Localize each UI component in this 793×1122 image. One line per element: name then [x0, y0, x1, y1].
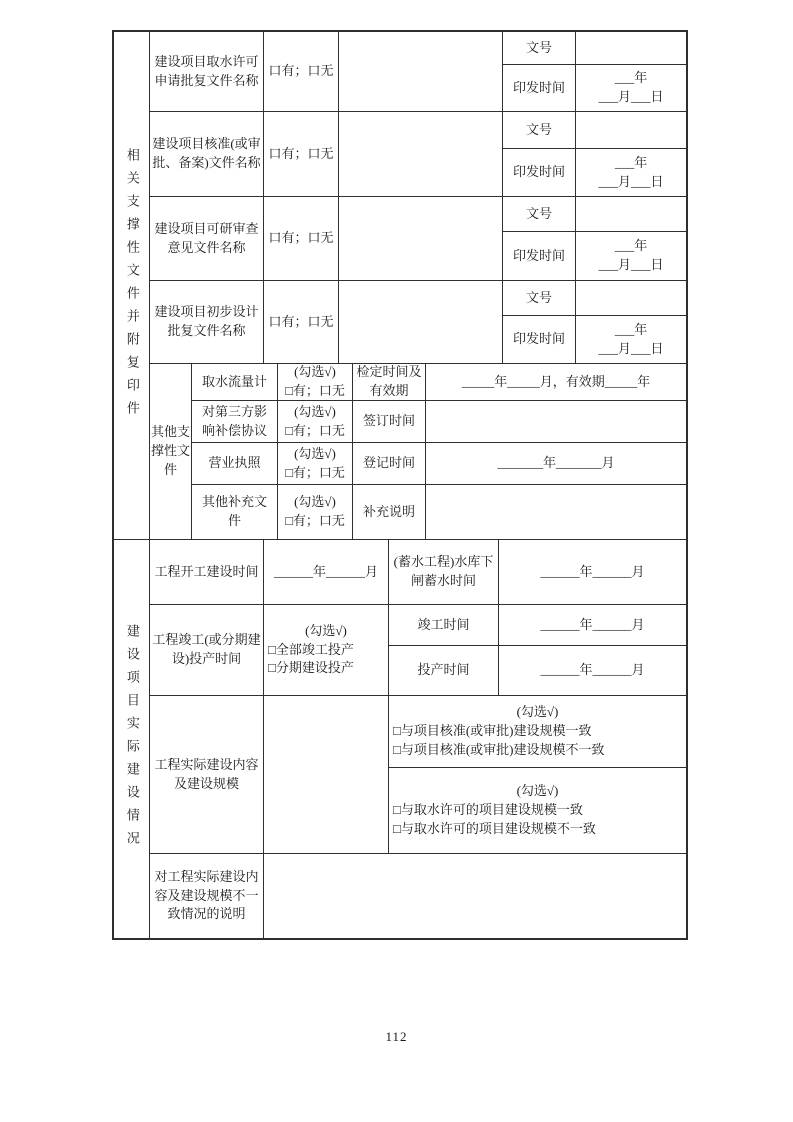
issue-month-day-blank: ___月___日 — [598, 89, 664, 104]
completion-time-label: 竣工时间 — [389, 605, 499, 645]
time-label: 补充说明 — [353, 485, 426, 539]
issue-year-blank: ___年 — [614, 154, 648, 170]
issue-time-value — [576, 316, 686, 363]
issue-year-blank: ___年 — [614, 321, 648, 337]
table-row-other-supplementary — [192, 485, 686, 539]
supporting-documents-section — [114, 32, 686, 540]
option-permit-scale-consistent: □与取水许可的项目建设规模一致 — [393, 802, 583, 818]
has-none-checkbox-text: □有；口无 — [285, 422, 345, 438]
fill-in-value: _______年_______月 — [497, 455, 615, 471]
item-name: 对第三方影响补偿协议 — [192, 401, 278, 442]
document-name-blank-cell — [339, 112, 503, 196]
issue-time-value — [576, 232, 686, 280]
other-files-group-label: 其他支撑性文件 — [150, 364, 192, 539]
tick-hint: (勾选√) — [294, 403, 336, 419]
doc-number-issue-group — [503, 281, 686, 363]
note-value-blank — [264, 854, 686, 938]
doc-number-issue-group — [503, 32, 686, 111]
tick-hint: (勾选√) — [516, 704, 559, 720]
table-row-third-party-agreement — [192, 401, 686, 443]
item-name: 营业执照 — [192, 443, 278, 484]
fill-in-value: ______年______月 — [540, 662, 645, 678]
doc-number-value-blank — [576, 32, 686, 64]
tick-checkbox-cell — [278, 364, 353, 400]
option-approval-scale-inconsistent: □与项目核准(或审批)建设规模不一致 — [393, 741, 605, 757]
reservoir-gate-label: (蓄水工程)水库下闸蓄水时间 — [389, 540, 499, 604]
approval-scale-consistency-group — [389, 696, 686, 768]
other-supporting-files-group — [150, 364, 686, 539]
fill-in-value-blank — [426, 401, 686, 442]
fill-in-value: _____年_____月，有效期_____年 — [461, 373, 651, 389]
table-row-project-approval — [150, 112, 686, 197]
issue-month-day-blank: ___月___日 — [598, 173, 664, 189]
table-row-water-permit-approval — [150, 32, 686, 112]
scale-consistency-groups — [389, 696, 686, 853]
table-row-flow-meter — [192, 364, 686, 401]
field-name: 建设项目初步设计批复文件名称 — [150, 281, 264, 363]
doc-number-value-blank — [576, 281, 686, 315]
doc-number-label: 文号 — [503, 112, 576, 148]
document-name-blank-cell — [339, 32, 503, 111]
issue-time-label: 印发时间 — [503, 316, 576, 363]
issue-month-day-blank: ___月___日 — [598, 340, 664, 356]
permit-scale-consistency-group — [389, 768, 686, 853]
document-name-blank-cell — [339, 197, 503, 280]
tick-hint: (勾选√) — [294, 445, 336, 461]
fill-in-value: ______年______月 — [264, 540, 389, 604]
issue-time-label: 印发时间 — [503, 232, 576, 280]
doc-number-value-blank — [576, 112, 686, 148]
tick-hint: (勾选√) — [305, 622, 347, 638]
issue-month-day-blank: ___月___日 — [598, 257, 664, 272]
doc-number-value-blank — [576, 197, 686, 231]
time-label: 登记时间 — [353, 443, 426, 484]
actual-construction-rows — [150, 540, 686, 938]
has-none-checkbox-text: 口有；口无 — [264, 112, 339, 196]
option-permit-scale-inconsistent: □与取水许可的项目建设规模不一致 — [393, 820, 596, 836]
field-name: 建设项目可研审查意见文件名称 — [150, 197, 264, 280]
document-name-blank-cell — [339, 281, 503, 363]
tick-hint: (勾选√) — [294, 494, 336, 510]
tick-checkbox-cell — [278, 443, 353, 484]
tick-hint: (勾选√) — [294, 364, 336, 380]
doc-number-label: 文号 — [503, 32, 576, 64]
has-none-checkbox-text: 口有；口无 — [264, 281, 339, 363]
fill-in-value: ______年______月 — [540, 563, 645, 579]
has-none-checkbox-text: 口有；口无 — [264, 32, 339, 111]
table-row-inconsistency-note — [150, 854, 686, 938]
completion-options-cell — [264, 605, 389, 695]
issue-year-blank: ___年 — [614, 238, 648, 254]
field-name: 建设项目核准(或审批、备案)文件名称 — [150, 112, 264, 196]
doc-number-issue-group — [503, 112, 686, 196]
time-label: 检定时间及有效期 — [353, 364, 426, 400]
has-none-checkbox-text: □有；口无 — [285, 513, 345, 528]
field-name: 工程开工建设时间 — [150, 540, 264, 604]
other-files-rows — [192, 364, 686, 539]
doc-number-label: 文号 — [503, 197, 576, 231]
tick-checkbox-cell — [278, 401, 353, 442]
has-none-checkbox-text: □有；口无 — [285, 464, 345, 480]
doc-number-issue-group — [503, 197, 686, 280]
issue-year-blank: ___年 — [614, 70, 648, 86]
issue-time-value — [576, 65, 686, 111]
option-full-completion: □全部竣工投产 — [268, 641, 354, 657]
table-row-preliminary-design — [150, 281, 686, 364]
doc-number-label: 文号 — [503, 281, 576, 315]
blank-cell — [264, 696, 389, 853]
field-name: 工程实际建设内容及建设规模 — [150, 696, 264, 853]
completion-times-group — [389, 605, 686, 695]
item-name: 其他补充文件 — [192, 485, 278, 539]
table-row-actual-content-scale — [150, 696, 686, 854]
field-name: 工程竣工(或分期建设)投产时间 — [150, 605, 264, 695]
supporting-documents-rows — [150, 32, 686, 539]
fill-in-value-blank — [426, 485, 686, 539]
field-name: 建设项目取水许可申请批复文件名称 — [150, 32, 264, 111]
option-phased-construction: □分期建设投产 — [268, 660, 354, 676]
option-approval-scale-consistent: □与项目核准(或审批)建设规模一致 — [393, 723, 592, 739]
issue-time-label: 印发时间 — [503, 65, 576, 111]
production-time-label: 投产时间 — [389, 646, 499, 695]
table-row-completion — [150, 605, 686, 696]
time-label: 签订时间 — [353, 401, 426, 442]
table-row-construction-start — [150, 540, 686, 605]
issue-time-value — [576, 149, 686, 196]
issue-time-label: 印发时间 — [503, 149, 576, 196]
section-side-label-supporting-documents: 相关支撑性文件并附复印件 — [114, 32, 150, 539]
has-none-checkbox-text: 口有；口无 — [264, 197, 339, 280]
table-row-business-license — [192, 443, 686, 485]
table-row-feasibility-review — [150, 197, 686, 281]
tick-checkbox-cell — [278, 485, 353, 539]
has-none-checkbox-text: □有；口无 — [285, 383, 345, 398]
page-number: 112 — [385, 1029, 408, 1044]
tick-hint: (勾选√) — [516, 783, 559, 799]
section-side-label-actual-construction: 建设项目实际建设情况 — [114, 540, 150, 938]
form-table — [112, 30, 688, 940]
actual-construction-section — [114, 540, 686, 938]
item-name: 取水流量计 — [192, 364, 278, 400]
field-name: 对工程实际建设内容及建设规模不一致情况的说明 — [150, 854, 264, 938]
fill-in-value: ______年______月 — [540, 616, 645, 632]
